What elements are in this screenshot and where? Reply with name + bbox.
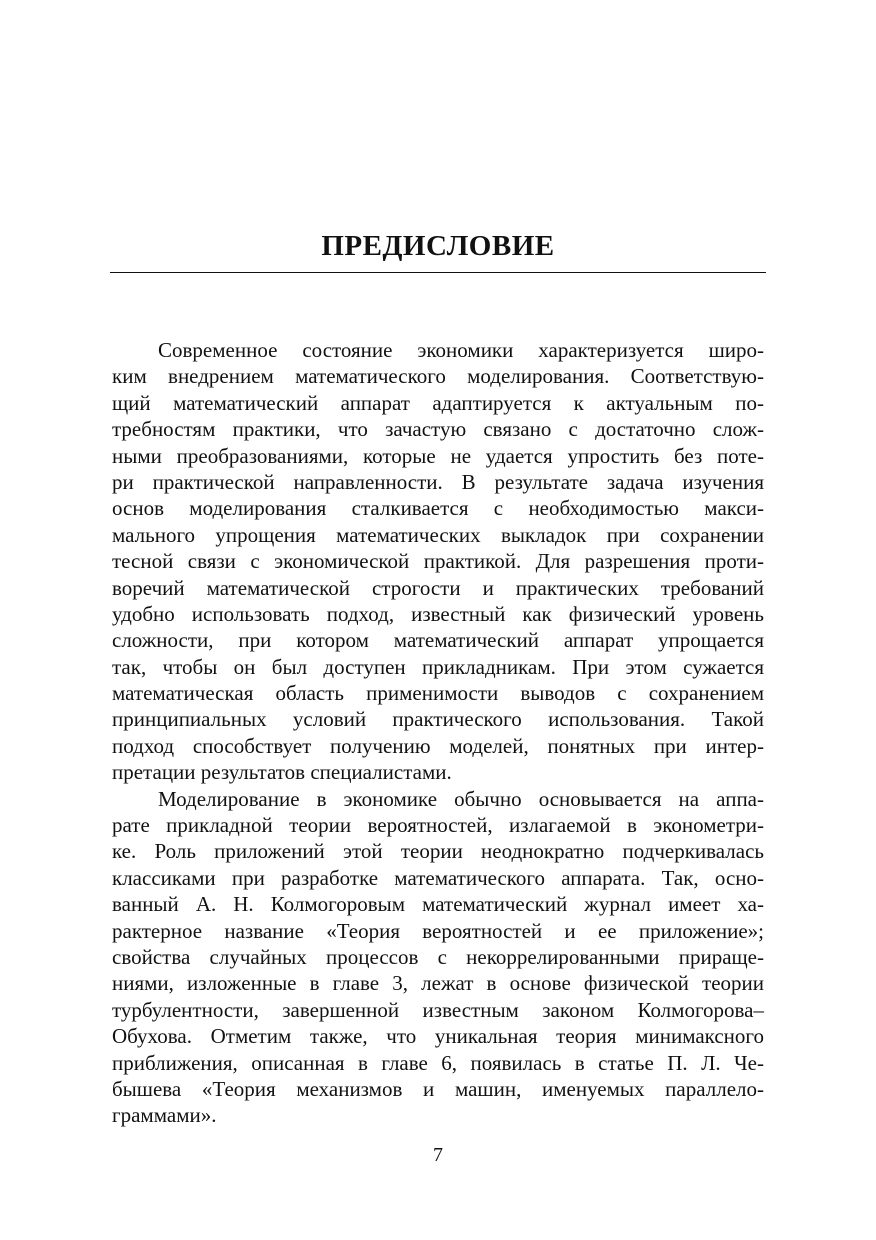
- text-line: ри практической направленности. В результате задача изучения: [112, 469, 764, 494]
- text-line: воречий математической строгости и практических требований: [112, 575, 764, 600]
- heading-rule: [110, 272, 766, 273]
- text-line: щий математический аппарат адаптируется к актуальным по-: [112, 390, 764, 415]
- text-line: так, чтобы он был доступен прикладникам. При этом сужается: [112, 654, 764, 679]
- text-line: удобно использовать подход, известный как физический уровень: [112, 601, 764, 626]
- text-line: тесной связи с экономической практикой. Для разрешения проти-: [112, 549, 764, 574]
- text-line: подход способствует получению моделей, понятных при интер-: [112, 733, 764, 758]
- text-line: ким внедрением математического моделирования. Соответствую-: [112, 364, 764, 389]
- text-line: Обухова. Отметим также, что уникальная теория минимаксного: [112, 1024, 764, 1049]
- text-line: ными преобразованиями, которые не удается упростить без поте-: [112, 443, 764, 468]
- text-line: требностям практики, что зачастую связано с достаточно слож-: [112, 417, 764, 442]
- text-line: классиками при разработке математического аппарата. Так, осно-: [112, 865, 764, 890]
- text-line: граммами».: [112, 1103, 217, 1128]
- text-line: Моделирование в экономике обычно основывается на аппа-: [158, 786, 764, 811]
- text-line: ниями, изложенные в главе 3, лежат в основе физической теории: [112, 971, 764, 996]
- paragraph-2: [112, 786, 764, 1129]
- page-number: 7: [433, 1144, 443, 1166]
- paragraph-1: [112, 337, 764, 786]
- text-line: ке. Роль приложений этой теории неоднократно подчеркивалась: [112, 839, 764, 864]
- text-line: бышева «Теория механизмов и машин, именуемых параллело-: [112, 1076, 764, 1101]
- chapter-heading: ПРЕДИСЛОВИЕ: [321, 230, 555, 262]
- text-line: Современное состояние экономики характеризуется широ-: [158, 338, 764, 362]
- text-line: приближения, описанная в главе 6, появилась в статье П. Л. Че-: [112, 1050, 764, 1075]
- text-line: рате прикладной теории вероятностей, излагаемой в эконометри-: [112, 813, 764, 838]
- text-line: основ моделирования сталкивается с необходимостью макси-: [112, 496, 764, 521]
- text-line: рактерное название «Теория вероятностей и ее приложение»;: [112, 918, 764, 943]
- text-line: математическая область применимости выводов с сохранением: [112, 681, 764, 706]
- text-line: претации результатов специалистами.: [112, 760, 452, 785]
- body-text: [112, 337, 764, 1129]
- text-line: свойства случайных процессов с некоррелированными прираще-: [112, 944, 764, 969]
- text-line: сложности, при котором математический аппарат упрощается: [112, 628, 764, 653]
- text-line: турбулентности, завершенной известным законом Колмогорова–: [112, 997, 764, 1022]
- text-line: мального упрощения математических выкладок при сохранении: [112, 522, 764, 547]
- text-line: принципиальных условий практического использования. Такой: [112, 707, 764, 732]
- text-line: ванный А. Н. Колмогоровым математический журнал имеет ха-: [112, 892, 764, 917]
